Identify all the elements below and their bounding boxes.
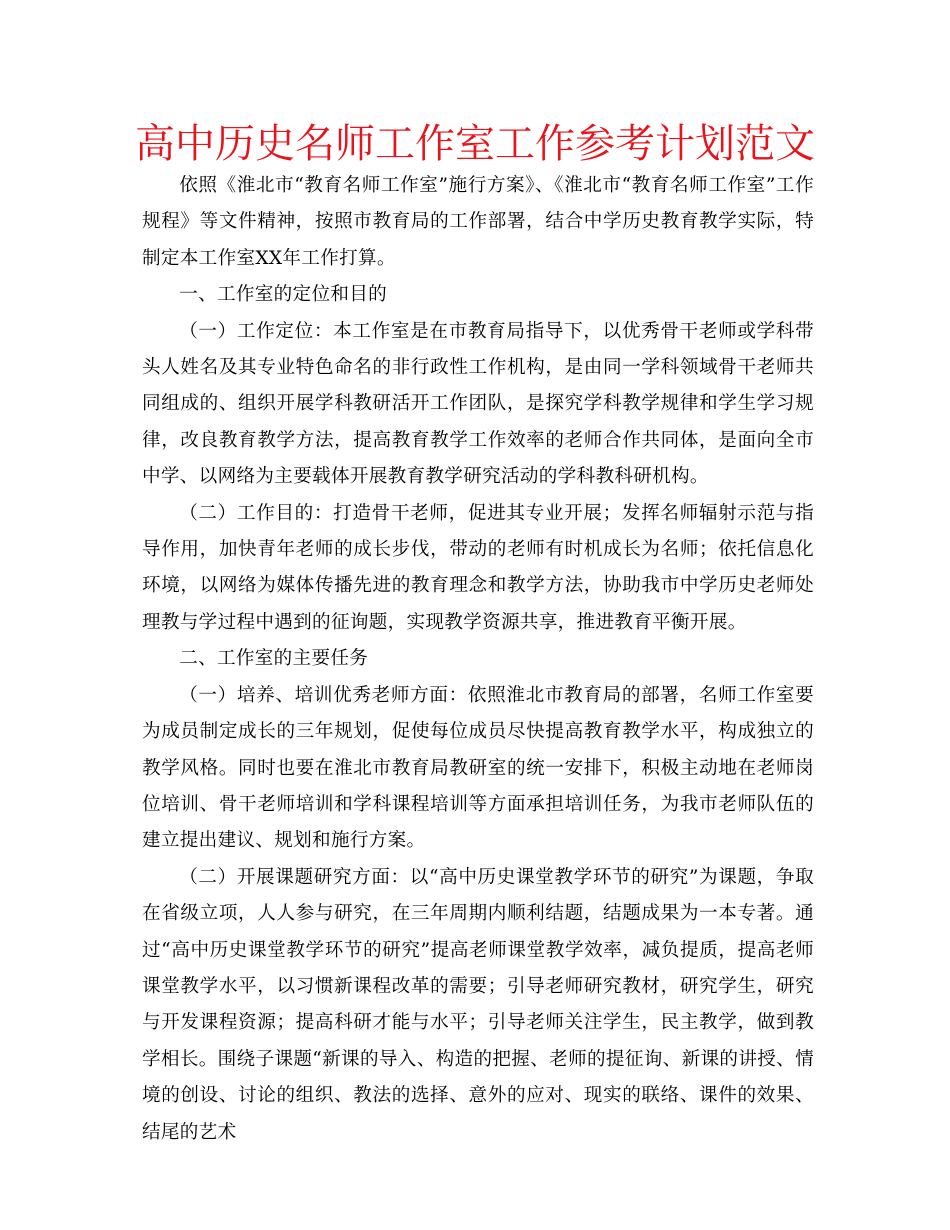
paragraph-work-positioning: （一）工作定位：本工作室是在市教育局指导下，以优秀骨干老师或学科带头人姓名及其专业特色命名的非行政性工作机构，是由同一学科领域骨干老师共同组成的、组织开展学科教研活开工作团队，是探究学科教学规律和学生学习规律，改良教育教学方法，提高教育教学工作效率的老师合作共同体，是面向全市中学、以网络为主要载体开展教育教学研究活动的学科教科研机构。 [142, 320, 814, 488]
document-body [142, 168, 814, 1151]
document-title: 高中历史名师工作室工作参考计划范文 [135, 121, 815, 167]
paragraph-intro: 依照《淮北市“教育名师工作室”施行方案》、《淮北市“教育名师工作室”工作规程》等文件精神，按照市教育局的工作部署，结合中学历史教育教学实际，特制定本工作室XX年工作打算。 [142, 175, 814, 269]
section-heading-1: 一、工作室的定位和目的 [179, 284, 388, 306]
paragraph-work-goal: （二）工作目的：打造骨干老师，促进其专业开展；发挥名师辐射示范与指导作用，加快青年老师的成长步伐，带动的老师有时机成长为名师；依托信息化环境，以网络为媒体传播先进的教育理念和教学方法，协助我市中学历史老师处理教与学过程中遇到的征询题，实现教学资源共享，推进教育平衡开展。 [142, 502, 814, 633]
paragraph-training: （一）培养、培训优秀老师方面：依照淮北市教育局的部署，名师工作室要为成员制定成长的三年规划，促使每位成员尽快提高教育教学水平，构成独立的教学风格。同时也要在淮北市教育局教研室的统一安排下，积极主动地在老师岗位培训、骨干老师培训和学科课程培训等方面承担培训任务，为我市老师队伍的建立提出建议、规划和施行方案。 [142, 684, 814, 852]
paragraph-research: （二）开展课题研究方面：以“高中历史课堂教学环节的研究”为课题，争取在省级立项，人人参与研究，在三年周期内顺利结题，结题成果为一本专著。通过“高中历史课堂教学环节的研究”提高老师课堂教学效率，减负提质，提高老师课堂教学水平，以习惯新课程改革的需要；引导老师研究教材，研究学生，研究与开发课程资源；提高科研才能与水平；引导老师关注学生，民主教学，做到教学相长。围绕子课题“新课的导入、构造的把握、老师的提征询、新课的讲授、情境的创设、讨论的组织、教法的选择、意外的应对、现实的联络、课件的效果、结尾的艺术 [142, 866, 814, 1143]
section-heading-2: 二、工作室的主要任务 [179, 648, 369, 670]
